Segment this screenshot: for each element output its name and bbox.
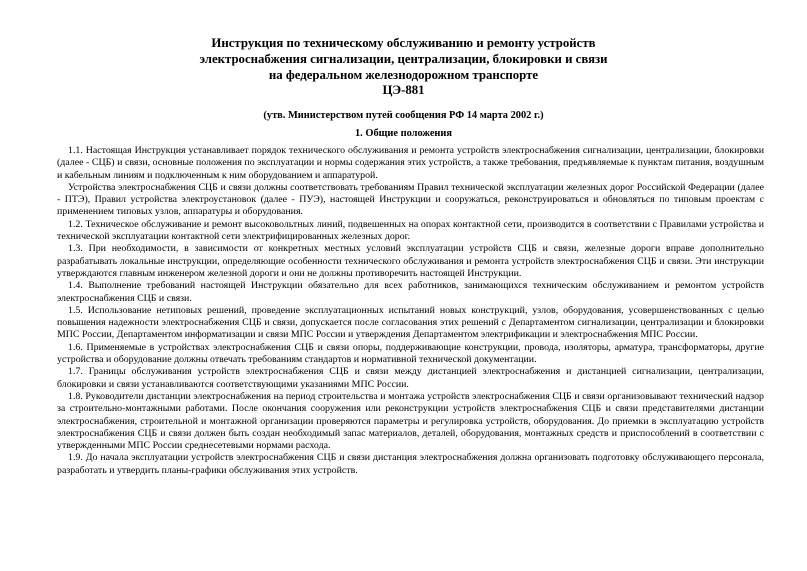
paragraph-1-3: 1.3. При необходимости, в зависимости от конкретных местных условий эксплуатации устройств СЦБ и связи, железные дороги вправе дополнительно разрабатывать локальные инструкции, определяющие особенности технического обслуживания и ремонта устройств электроснабжения СЦБ и связи. Эти инструкции утверждаются главным инженером железной дороги и они не должны противоречить настоящей Инструкции. [57,243,764,279]
title-line-1: Инструкция по техническому обслуживанию и ремонту устройств [211,36,596,50]
paragraph-1-8: 1.8. Руководители дистанции электроснабжения на период строительства и монтажа устройств электроснабжения СЦБ и связи организовывают технический надзор за строительно-монтажными работами. После окончания сооружения или реконструкции устройств электроснабжения СЦБ и связи представителями дистанции электроснабжения, строительной и монтажной организации проверяются параметры и регулировка устройств, оборудования. До приемки в эксплуатацию устройств электроснабжения СЦБ и связи должен быть создан необходимый запас материалов, деталей, оборудования, монтажных средств и приспособлений в соответствии с утвержденными МПС России среднесетевыми нормами расхода. [57,390,764,452]
paragraph-1-6: 1.6. Применяемые в устройствах электроснабжения СЦБ и связи опоры, поддерживающие конструкции, провода, изоляторы, арматура, трансформаторы, другие устройства и оборудование должны отвечать требованиям стандартов и нормативной технической документации. [57,341,764,366]
approval-note: (утв. Министерством путей сообщения РФ 14 марта 2002 г.) [263,110,544,121]
paragraph-1-5: 1.5. Использование нетиповых решений, проведение эксплуатационных испытаний новых конструкций, узлов, оборудования, усовершенствованных с целью повышения надежности электроснабжения СЦБ и связи, допускается после согласования этих решений с Департаментом сигнализации, централизации и блокировки МПС России, Департаментом информатизации и связи МПС России и утверждения Департаментом электрификации и электроснабжения МПС России. [57,304,764,341]
document-body [57,145,764,477]
paragraph-1-2: 1.2. Техническое обслуживание и ремонт высоковольтных линий, подвешенных на опорах контактной сети, производится в соответствии с Правилами устройства и технической эксплуатации контактной сети электрифицированных железных дорог. [57,218,764,243]
paragraph-1-1-cont: Устройства электроснабжения СЦБ и связи должны соответствовать требованиям Правил технической эксплуатации железных дорог Российской Федерации (далее - ПТЭ), Правил устройства электроустановок (далее - ПУЭ), настоящей Инструкции и сооружаться, реконструироваться и обновляться по типовым проектам с применением типовых узлов, аппаратуры и оборудования. [57,181,764,218]
paragraph-1-1: 1.1. Настоящая Инструкция устанавливает порядок технического обслуживания и ремонта устройств электроснабжения сигнализации, централизации, блокировки (далее - СЦБ) и связи, основные положения по эксплуатации и нормы содержания этих устройств, а также требования, предъявляемые к пунктам питания, воздушным и кабельным линиям и подключенным к ним оборудованием и аппаратурой. [57,145,764,181]
document-code: ЦЭ-881 [382,83,425,98]
section-heading: 1. Общие положения [354,128,453,139]
title-line-3: на федеральном железнодорожном транспорте [268,67,539,82]
title-line-2: электроснабжения сигнализации, централизации, блокировки и связи [199,51,608,66]
paragraph-1-4: 1.4. Выполнение требований настоящей Инструкции обязательно для всех работников, занимающихся техническим обслуживанием и ремонтом устройств электроснабжения СЦБ и связи. [57,280,764,304]
document-title [0,36,807,99]
paragraph-1-7: 1.7. Границы обслуживания устройств электроснабжения СЦБ и связи между дистанцией электроснабжения и дистанцией сигнализации, централизации, блокировки и связи устанавливаются соответствующими указаниями МПС России. [57,366,764,390]
paragraph-1-9: 1.9. До начала эксплуатации устройств электроснабжения СЦБ и связи дистанция электроснабжения должна организовать подготовку обслуживающего персонала, разработать и утвердить планы-графики обслуживания этих устройств. [57,452,764,476]
